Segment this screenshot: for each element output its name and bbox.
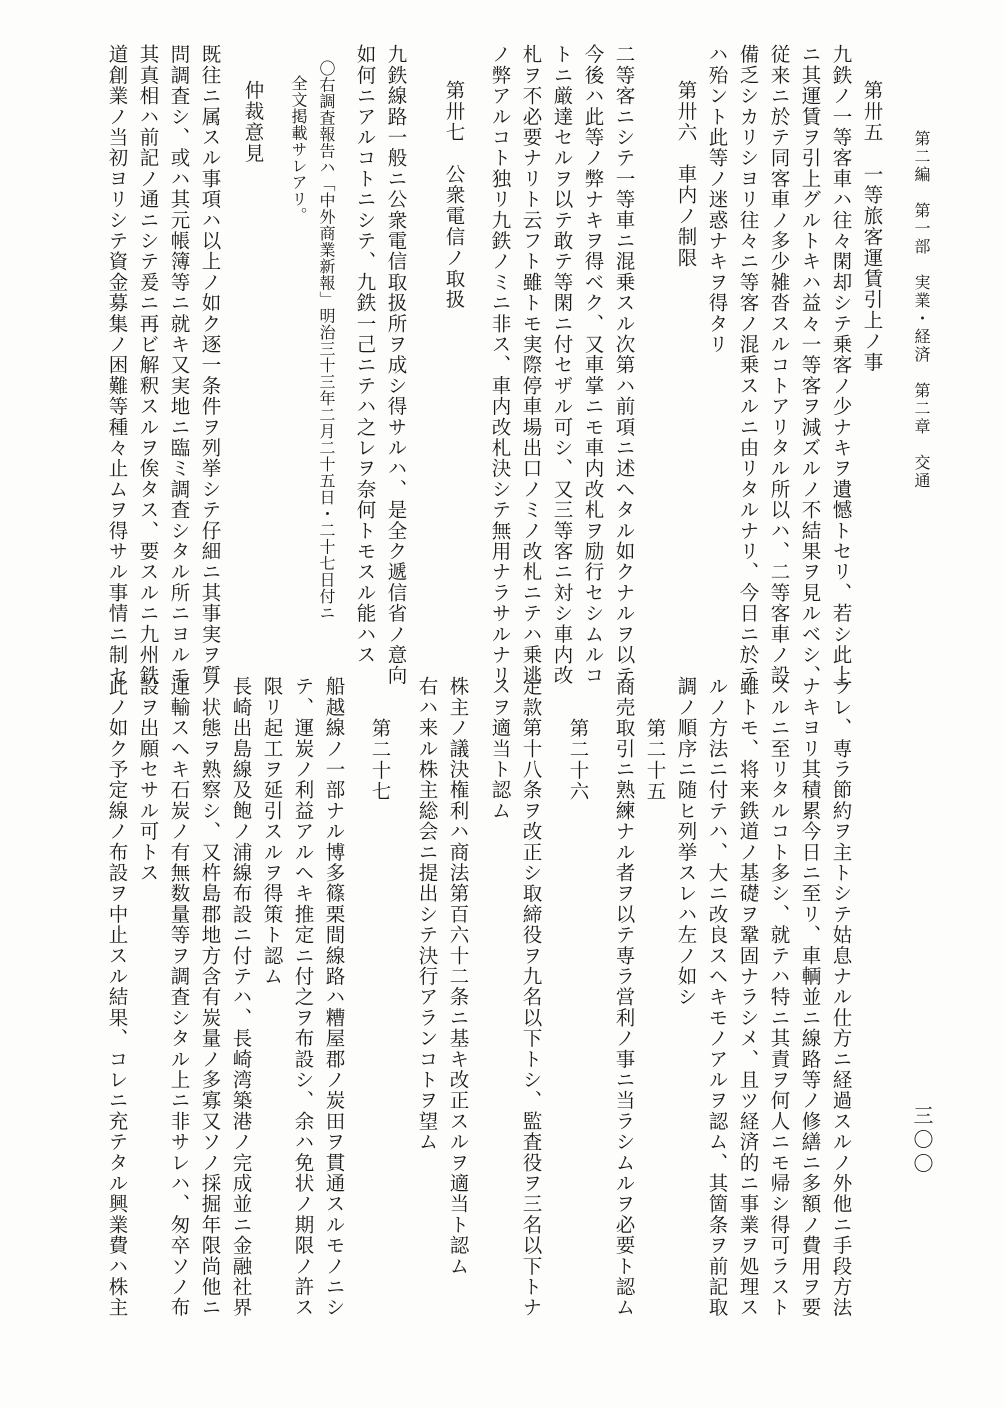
text-line: 右ハ来ル株主総会ニ提出シテ決行アランコトヲ望ム [415,676,439,1153]
text-line: ハ殆ント此等ノ迷惑ナキヲ得タリ [705,44,729,355]
text-line: 九鉄ノ一等客車ハ往々閑却シテ乗客ノ少ナキヲ遺憾トセリ、若シ此上 [829,44,853,686]
text-line: 商売取引ニ熟練ナル者ヲ以テ専ラ営利ノ事ニ当ラシムルヲ必要ト認ム [612,676,636,1318]
text-line: 此ノ如ク予定線ノ布設ヲ中止スル結果、コレニ充テタル興業費ハ株主 [105,676,129,1318]
page-number: 三〇〇 [910,1105,934,1177]
text-line: 今後ハ此等ノ弊ナキヲ得ベク、又車掌ニモ車内改札ヲ励行セシムルコ [581,44,605,686]
text-line: 問調査シ、或ハ其元帳簿等ニ就キ又実地ニ臨ミ調査シタル所ニヨルモ [167,44,191,686]
text-line: スルニ至リタルコト多シ、就テハ特ニ其責ヲ何人ニモ帰シ得可ラスト [767,676,791,1318]
text-line: ニ其運賃ヲ引上グルトキハ益々一等客ヲ減ズルノ不結果ヲ見ルベシ、 [798,44,822,686]
text-line: 限リ起工ヲ延引スルヲ得策ト認ム [260,676,284,987]
text-line: ノ弊アルコト独リ九鉄ノミニ非ス、車内改札決シテ無用ナラサルナリ [488,44,512,686]
text-line: 運輸スヘキ石炭ノ有無数量等ヲ調査シタル上ニ非サレハ、匆卒ソノ布 [167,676,191,1318]
text-line: 既往ニ属スル事項ハ以上ノ如ク逐一条件ヲ列挙シテ仔細ニ其事実ヲ質 [198,44,222,686]
text-line: 其真相ハ前記ノ通ニシテ爰ニ再ビ解釈スルヲ俟タス、要スルニ九州鉄 [136,44,160,686]
text-line: 船越線ノ一部ナル博多篠栗間線路ハ糟屋郡ノ炭田ヲ貫通スルモノニシ [322,676,346,1318]
text-line: 備乏シカリシヨリ往々ニ等客ノ混乗スルニ由リタルナリ、今日ニ於テ [736,44,760,686]
text-line: 雖トモ、将来鉄道ノ基礎ヲ鞏固ナラシメ、且ツ経済的ニ事業ヲ処理ス [736,676,760,1318]
section-heading: 仲裁意見 [241,80,265,164]
text-line: ノ状態ヲ熟察シ、又杵島郡地方含有炭量ノ多寡又ソノ採掘年限尚他ニ [198,676,222,1318]
section-heading: 第二十七 [368,718,392,802]
text-line: 如何ニアルコトニシテ、九鉄一己ニテハ之レヲ奈何トモスル能ハス [353,44,377,665]
text-line: 従来ニ於テ同客車ノ多少雑沓スルコトアリタル所以ハ、二等客車ノ設 [767,44,791,686]
section-heading: 第卅七 公衆電信ノ取扱 [442,80,466,310]
text-line: 定款第十八条ヲ改正シ取締役ヲ九名以下トシ、監査役ヲ三名以下トナ [519,676,543,1318]
section-heading: 第卅五 一等旅客運賃引上ノ事 [860,80,884,373]
text-line: ナキヨリ其積累今日ニ至リ、車輌並ニ線路等ノ修繕ニ多額ノ費用ヲ要 [798,676,822,1318]
section-heading: 第二十五 [643,718,667,802]
text-line: トニ厳達セルヲ以テ敢テ等閑ニ付セザル可シ、又三等客ニ対シ車内改 [550,44,574,686]
section-heading: 第二十六 [566,718,590,802]
text-line: テ、運炭ノ利益アルヘキ推定ニ付之ヲ布設シ、余ハ免状ノ期限ノ許ス [291,676,315,1318]
text-line: 札ヲ不必要ナリト云フト雖トモ実際停車場出口ノミノ改札ニテハ乗逃 [519,44,543,686]
text-line: ルノ方法ニ付テハ、大ニ改良スヘキモノアルヲ認ム、其箇条ヲ前記取 [705,676,729,1318]
text-line: 株主ノ議決権利ハ商法第百六十二条ニ基キ改正スルヲ適当ト認ム [446,676,470,1277]
note-line: 全文掲載サレアリ。 [289,75,308,224]
text-line: 設ヲ出願セサル可トス [136,676,160,883]
text-line: スヲ適当ト認ム [488,676,512,821]
text-line: 二等客ニシテ一等車ニ混乗スル次第ハ前項ニ述ヘタル如クナルヲ以テ [612,44,636,686]
text-line: 九鉄線路一般ニ公衆電信取扱所ヲ成シ得サルハ、是全ク遞信省ノ意向 [384,44,408,686]
text-line: 調ノ順序ニ随ヒ列挙スレハ左ノ如シ [674,676,698,1008]
note-line: 〇右調査報告ハ「中外商業新報」明治三十三年二月二十五日・二十七日付ニ [317,60,336,621]
text-line: ラレ、専ラ節約ヲ主トシテ姑息ナル仕方ニ経過スルノ外他ニ手段方法 [829,676,853,1318]
text-line: 長崎出島線及飽ノ浦線布設ニ付テハ、長崎湾築港ノ完成並ニ金融社界 [229,676,253,1318]
running-title: 第二編 第一部 実業・経済 第二章 交通 [912,130,931,490]
section-heading: 第卅六 車内ノ制限 [674,80,698,269]
text-line: 道創業ノ当初ヨリシテ資金募集ノ困難等種々止ムヲ得サル事情ニ制セ [105,44,129,686]
